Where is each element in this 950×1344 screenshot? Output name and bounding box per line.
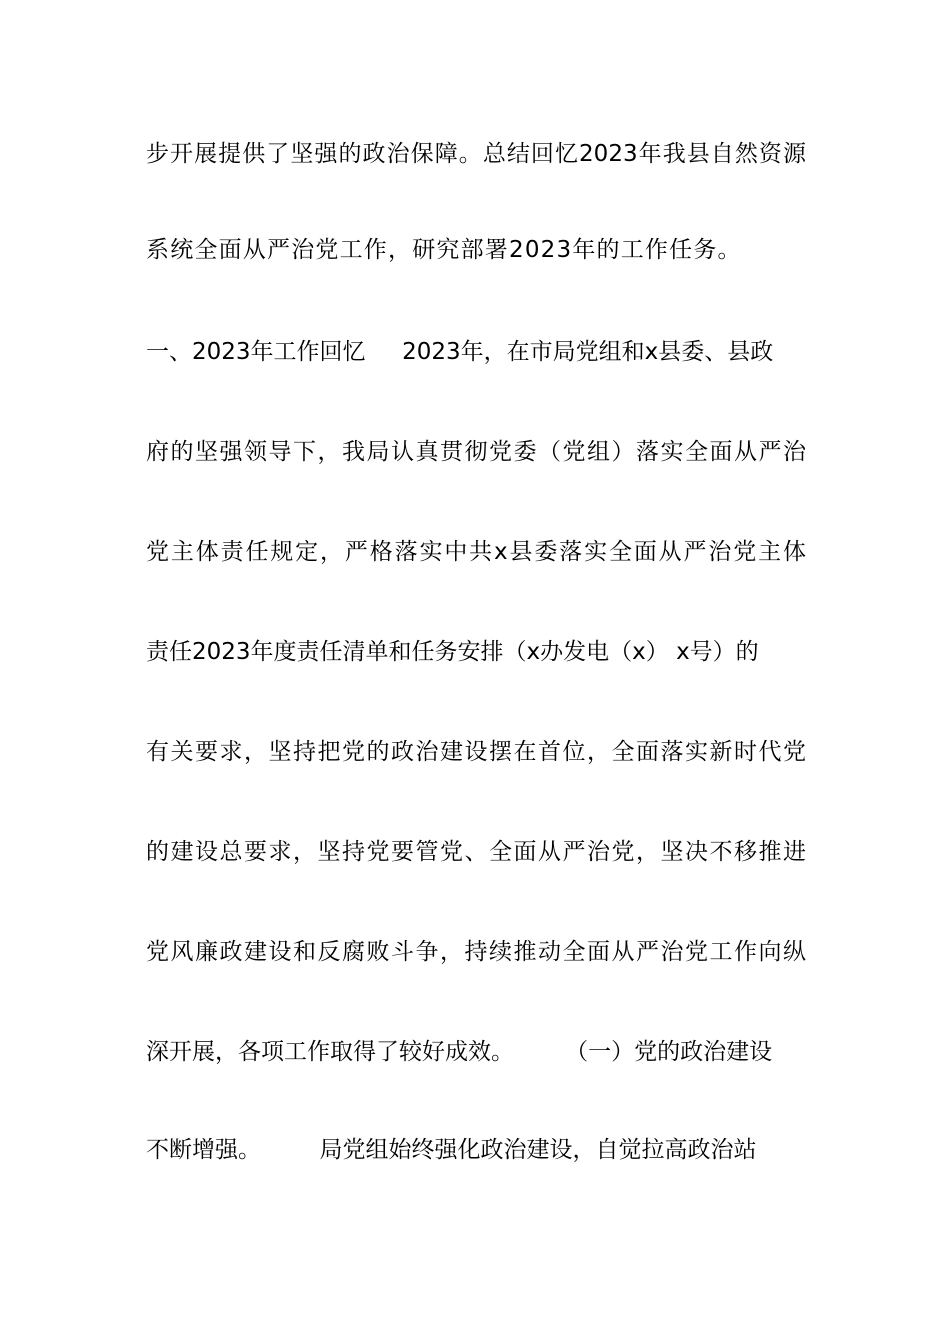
text-line-7: 有关要求，坚持把党的政治建设摆在首位，全面落实新时代党 (146, 739, 806, 765)
text-line-2: 系统全面从严治党工作，研究部署2023年的工作任务。 (146, 237, 742, 263)
text-line-10: 深开展，各项工作取得了较好成效。 （一）党的政治建设 (146, 1039, 773, 1065)
text-line-6: 责任2023年度责任清单和任务安排（x办发电（x） x号）的 (146, 639, 759, 665)
text-line-4: 府的坚强领导下，我局认真贯彻党委（党组）落实全面从严治 (146, 439, 806, 465)
text-line-5: 党主体责任规定，严格落实中共x县委落实全面从严治党主体 (146, 539, 806, 565)
text-line-1: 步开展提供了坚强的政治保障。总结回忆2023年我县自然资源 (146, 141, 806, 167)
text-line-8: 的建设总要求，坚持党要管党、全面从严治党，坚决不移推进 (146, 839, 806, 865)
text-line-3: 一、2023年工作回忆 2023年，在市局党组和x县委、县政 (146, 339, 774, 365)
text-line-9: 党风廉政建设和反腐败斗争，持续推动全面从严治党工作向纵 (146, 939, 806, 965)
text-line-11: 不断增强。 局党组始终强化政治建设，自觉拉高政治站 (146, 1137, 757, 1163)
